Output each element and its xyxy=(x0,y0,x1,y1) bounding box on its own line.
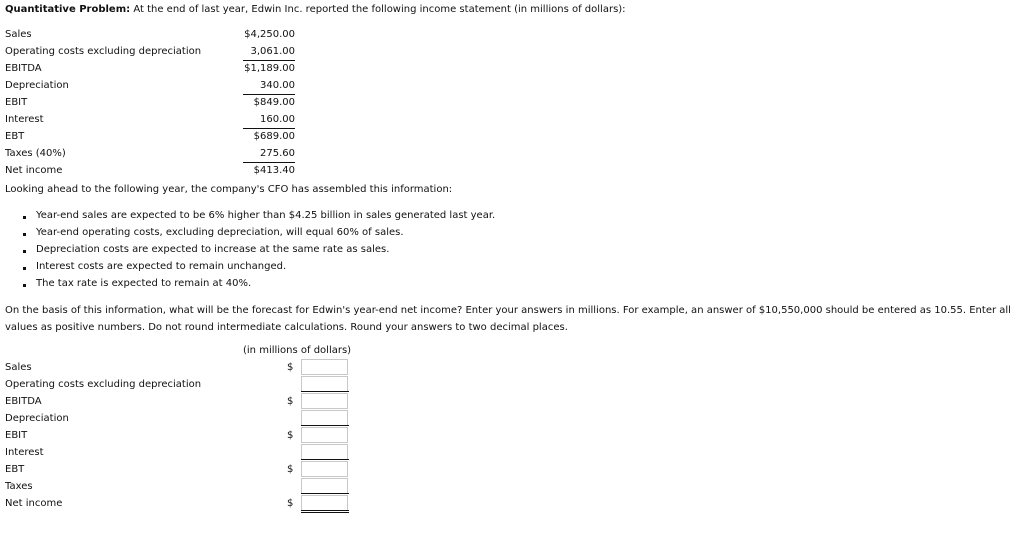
statement-value: $1,189.00 xyxy=(244,63,295,74)
forecast-label: EBITDA xyxy=(5,396,42,407)
statement-value: $413.40 xyxy=(253,165,295,176)
forecast-label: Depreciation xyxy=(5,413,69,424)
forecast-label: EBT xyxy=(5,464,25,475)
statement-row-ebitda xyxy=(5,61,295,78)
statement-value: $689.00 xyxy=(253,131,295,142)
forecast-row-taxes xyxy=(5,478,350,495)
problem-intro xyxy=(5,4,626,15)
forecast-label: Interest xyxy=(5,447,44,458)
units-label: (in millions of dollars) xyxy=(243,345,352,356)
statement-row-operating-costs xyxy=(5,44,295,61)
bullet-icon xyxy=(23,250,26,253)
ebt-input[interactable] xyxy=(301,461,348,477)
statement-value: 275.60 xyxy=(260,148,295,159)
bullet-icon xyxy=(23,267,26,270)
statement-row-net-income xyxy=(5,163,295,180)
subtotal-rule xyxy=(301,391,349,392)
forecast-row-ebit xyxy=(5,427,350,444)
subtotal-rule xyxy=(301,459,349,460)
statement-label: Operating costs excluding depreciation xyxy=(5,46,202,57)
forecast-row-net-income xyxy=(5,495,350,512)
list-item-text: Depreciation costs are expected to increase at the same rate as sales. xyxy=(36,244,390,255)
dollar-sign: $ xyxy=(287,498,294,509)
statement-value: 160.00 xyxy=(260,114,295,125)
list-item-text: Year-end operating costs, excluding depreciation, will equal 60% of sales. xyxy=(36,227,404,238)
statement-row-ebt xyxy=(5,129,295,146)
statement-row-sales xyxy=(5,27,295,44)
statement-label: Interest xyxy=(5,114,44,125)
statement-value: $4,250.00 xyxy=(244,29,295,40)
forecast-label: Taxes xyxy=(5,481,33,492)
forecast-label: EBIT xyxy=(5,430,28,441)
forecast-label: Sales xyxy=(5,362,32,373)
net-income-input[interactable] xyxy=(301,495,348,511)
dollar-sign: $ xyxy=(287,430,294,441)
statement-label: Taxes (40%) xyxy=(5,148,66,159)
bullet-icon xyxy=(23,216,26,219)
forecast-row-operating-costs xyxy=(5,376,350,393)
dollar-sign: $ xyxy=(287,464,294,475)
ebit-input[interactable] xyxy=(301,427,348,443)
forecast-label: Operating costs excluding depreciation xyxy=(5,379,202,390)
statement-label: Net income xyxy=(5,165,63,176)
statement-label: EBIT xyxy=(5,97,28,108)
dollar-sign: $ xyxy=(287,362,294,373)
sales-input[interactable] xyxy=(301,359,348,375)
taxes-input[interactable] xyxy=(301,478,348,494)
bullet-icon xyxy=(23,284,26,287)
interest-input[interactable] xyxy=(301,444,348,460)
depreciation-input[interactable] xyxy=(301,410,348,426)
list-item-text: Year-end sales are expected to be 6% higher than $4.25 billion in sales generated last year. xyxy=(36,210,496,221)
statement-label: EBT xyxy=(5,131,25,142)
subtotal-rule xyxy=(301,493,349,494)
statement-label: Sales xyxy=(5,29,32,40)
forecast-row-interest xyxy=(5,444,350,461)
lookahead-text: Looking ahead to the following year, the company's CFO has assembled this information: xyxy=(5,184,453,195)
statement-label: Depreciation xyxy=(5,80,69,91)
statement-row-interest xyxy=(5,112,295,129)
problem-heading: Quantitative Problem: xyxy=(5,4,131,15)
double-rule-top xyxy=(301,510,349,511)
question-text: On the basis of this information, what will be the forecast for Edwin's year-end net income? Enter your answers in millions. For example, an answer of $10,550,000 should be entered as 10.55. Enter all values as positive numbers. Do not round intermediate calculations. Round your answers to two decimal places. xyxy=(5,305,1011,333)
statement-row-taxes xyxy=(5,146,295,163)
statement-row-ebit xyxy=(5,95,295,112)
forecast-row-ebitda xyxy=(5,393,350,410)
dollar-sign: $ xyxy=(287,396,294,407)
forecast-label: Net income xyxy=(5,498,63,509)
operating-costs-input[interactable] xyxy=(301,376,348,392)
bullet-icon xyxy=(23,233,26,236)
forecast-row-ebt xyxy=(5,461,350,478)
statement-value: 340.00 xyxy=(260,80,295,91)
list-item-text: The tax rate is expected to remain at 40%. xyxy=(36,278,252,289)
statement-row-depreciation xyxy=(5,78,295,95)
problem-intro-text: At the end of last year, Edwin Inc. reported the following income statement (in millions of dollars): xyxy=(133,4,626,15)
forecast-row-depreciation xyxy=(5,410,350,427)
ebitda-input[interactable] xyxy=(301,393,348,409)
statement-value: $849.00 xyxy=(253,97,295,108)
double-rule-bottom xyxy=(301,512,349,513)
statement-value: 3,061.00 xyxy=(250,46,295,57)
statement-label: EBITDA xyxy=(5,63,42,74)
subtotal-rule xyxy=(301,425,349,426)
list-item-text: Interest costs are expected to remain unchanged. xyxy=(36,261,287,272)
forecast-row-sales xyxy=(5,359,350,376)
